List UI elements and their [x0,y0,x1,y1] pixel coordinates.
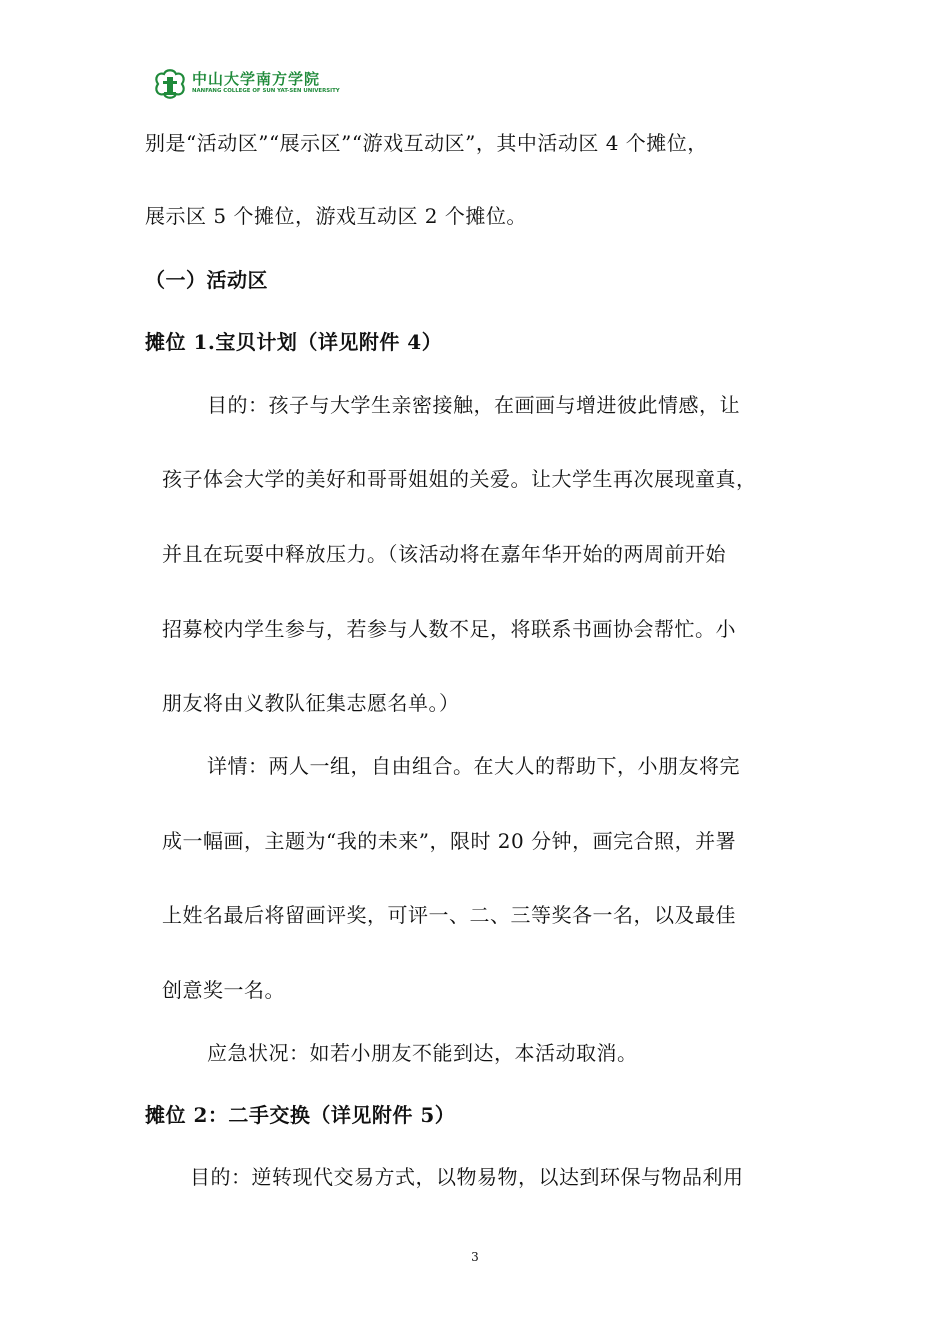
body-line: 应急状况：如若小朋友不能到达，本活动取消。 [207,1041,638,1065]
body-line: 孩子体会大学的美好和哥哥姐姐的关爱。让大学生再次展现童真， [162,467,757,491]
body-line: 并且在玩耍中释放压力。（该活动将在嘉年华开始的两周前开始 [162,542,726,566]
body-line: 创意奖一名。 [162,978,285,1002]
body-line: 招募校内学生参与，若参与人数不足，将联系书画协会帮忙。小 [162,617,736,641]
college-name-cn: 中山大学南方学院 [192,70,321,88]
body-line: 目的：孩子与大学生亲密接触，在画画与增进彼此情感，让 [207,393,740,417]
body-line: 详情：两人一组，自由组合。在大人的帮助下，小朋友将完 [207,754,740,778]
body-line: 成一幅画，主题为“我的未来”，限时 20 分钟，画完合照，并署 [162,829,737,853]
college-logo [152,66,340,102]
body-line: 目的：逆转现代交易方式，以物易物，以达到环保与物品利用 [190,1165,744,1189]
booth-heading: 摊位 1.宝贝计划（详见附件 4） [145,330,443,354]
body-line: 别是“活动区”“展示区”“游戏互动区”，其中活动区 4 个摊位， [145,131,708,155]
college-name-en: NANFANG COLLEGE OF SUN YAT-SEN UNIVERSITY [192,88,340,94]
college-emblem-icon [152,68,188,100]
booth-heading: 摊位 2：二手交换（详见附件 5） [145,1103,456,1127]
body-line: 展示区 5 个摊位，游戏互动区 2 个摊位。 [145,204,527,228]
page-number: 3 [471,1250,479,1264]
section-heading: （一）活动区 [145,268,268,292]
body-line: 上姓名最后将留画评奖，可评一、二、三等奖各一名，以及最佳 [162,903,736,927]
body-line: 朋友将由义教队征集志愿名单。） [162,691,460,715]
